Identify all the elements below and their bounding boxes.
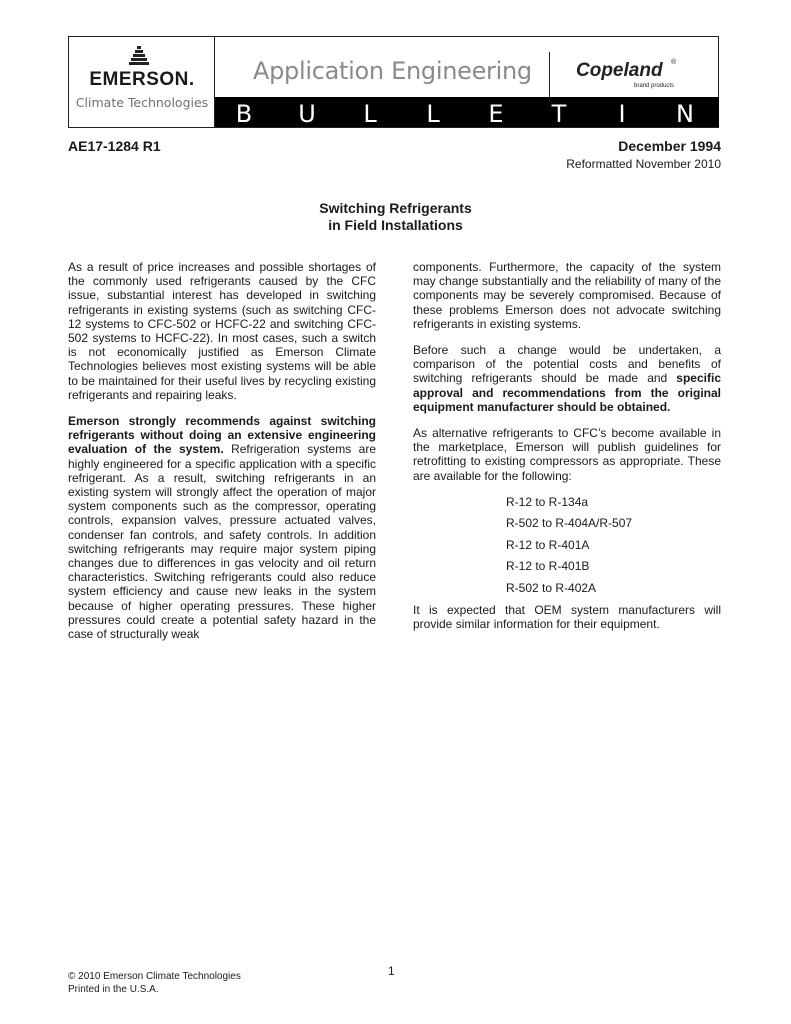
document-title-line-2: in Field Installations [328,217,463,233]
guideline-item: R-502 to R-404A/R-507 [506,516,633,531]
paragraph: components. Furthermore, the capacity of the system may change substantially and the reliability of many of the components may be severely compromised. Because of these problems Emerson does not advocate switching refrigerants in existing systems. [413,260,721,331]
bulletin-letter: B [235,100,253,128]
copeland-registered-mark: ® [671,59,677,66]
guideline-item: R-12 to R-134a [506,494,589,509]
bulletin-letter: N [676,100,694,128]
bulletin-letter: U [298,100,316,128]
emerson-logo-subtitle: Climate Technologies [75,95,209,110]
guideline-item: R-502 to R-402A [506,580,597,595]
right-column [413,260,721,643]
paragraph: It is expected that OEM system manufacturers will provide similar information for their equipment. [413,602,721,632]
emphasis-text: specific approval and recommendations from the original equipment manufacturer should be obtained. [413,371,721,414]
bulletin-letter: I [618,100,626,128]
copeland-logo-text: Copeland [576,60,663,81]
guideline-item: R-12 to R-401B [506,559,590,574]
header-title: Application Engineering [253,57,532,85]
paragraph: As a result of price increases and possible shortages of the commonly used refrigerants caused by the CFC issue, substantial interest has developed in switching refrigerants in existing systems (such as switching CFC-12 systems to CFC-502 or HCFC-22 and switching CFC-502 systems to HCFC-22). In most cases, such a switch is not economically justified as Emerson Climate Technologies believes most existing systems will be able to be maintained for their useful lives by recycling existing refrigerants and repairing leaks. [68,260,376,402]
page-number: 1 [388,964,395,978]
emphasis-text: Emerson strongly recommends against switching refrigerants without doing an extensive engineering evaluation of the system. [68,414,376,457]
copeland-brand-tag: brand products [634,83,675,89]
bulletin-banner [215,97,719,127]
bulletin-letter: L [426,100,440,128]
bulletin-header [68,36,719,128]
emerson-logo-icon [124,46,154,68]
paragraph-text: Refrigeration systems are highly engineered for a specific application with a specific refrigerant. As a result, switching refrigerants in an existing system will strongly affect the operation of major system components such as the compressor, operating controls, expansion valves, pressure actuated valves, condenser fan controls, and safety controls. In addition switching refrigerants may require major system piping changes due to differences in gas velocity and oil return characteristics. Switching refrigerants could also reduce system efficiency and cause new leaks in the system because of higher operating pressures. These higher pressures could create a potential safety hazard in the case of structurally weak [68,442,376,642]
reformatted-date: Reformatted November 2010 [566,157,721,171]
document-date: December 1994 [618,138,721,154]
copeland-logo [549,52,718,97]
footer [68,970,241,996]
guideline-item: R-12 to R-401A [506,537,590,552]
guideline-list [413,495,721,595]
paragraph [68,414,376,641]
paragraph: As alternative refrigerants to CFC’s become available in the marketplace, Emerson will publish guidelines for retrofitting to existing compressors as appropriate. These are available for the following: [413,426,721,483]
emerson-logo-text: EMERSON. [89,69,195,90]
emerson-logo [69,37,215,127]
copyright-text: © 2010 Emerson Climate Technologies [68,971,241,982]
left-column [68,260,376,653]
bulletin-letter: L [363,100,377,128]
printed-text: Printed in the U.S.A. [68,984,159,995]
document-reference: AE17-1284 R1 [68,138,161,154]
bulletin-letter: T [551,100,567,128]
paragraph-text: Before such a change would be undertaken, a comparison of the potential costs and benefits of switching refrigerants should be made and [413,343,721,386]
document-title-line-1: Switching Refrigerants [319,200,472,216]
bulletin-letter: E [488,100,504,128]
paragraph [413,343,721,414]
